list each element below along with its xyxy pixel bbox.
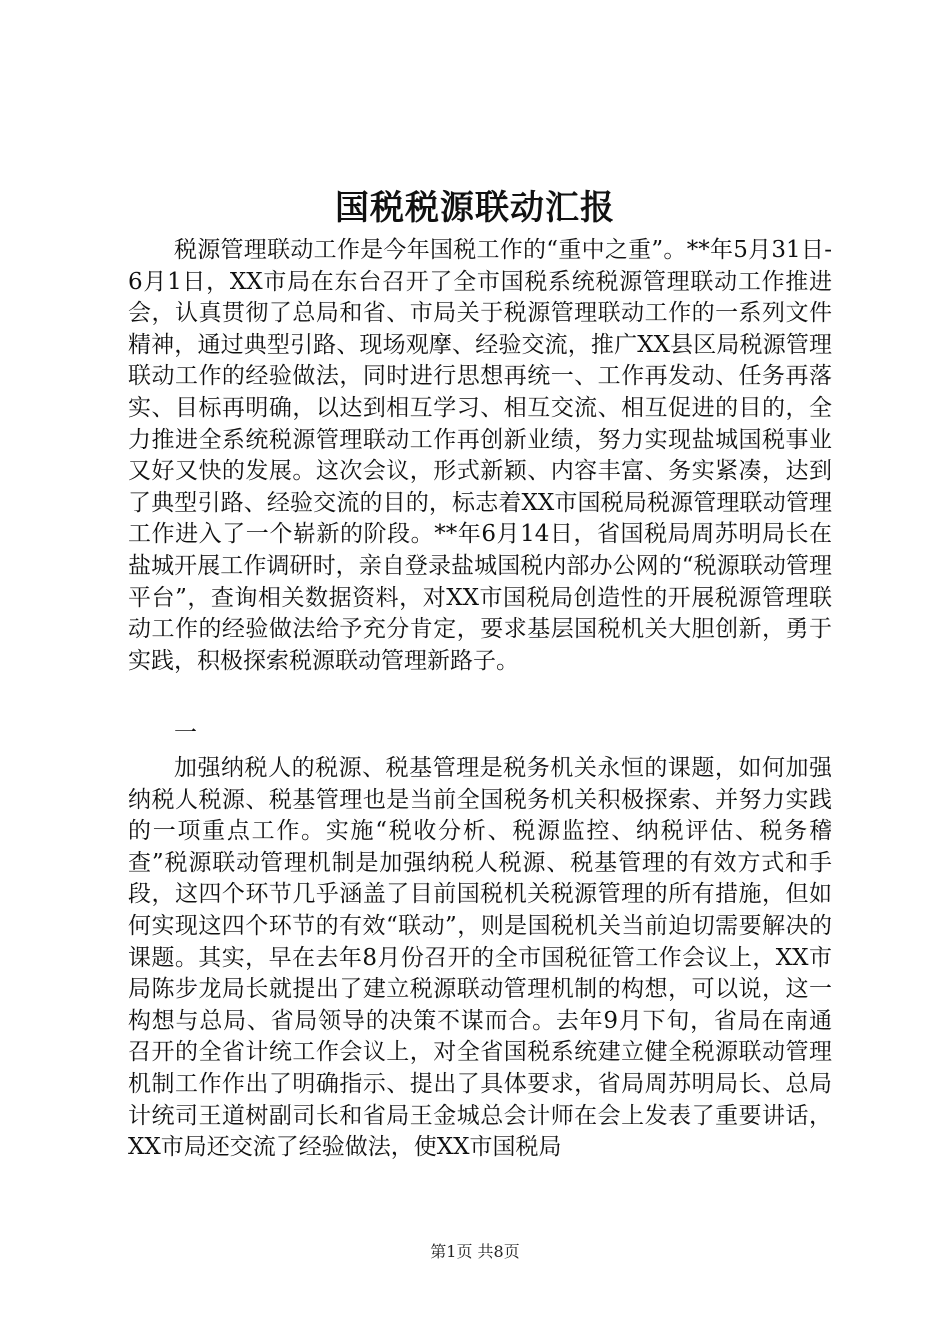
document-title: 国税税源联动汇报 [335,188,615,228]
section-number: 一 [174,720,197,746]
paragraph-section-one: 加强纳税人的税源、税基管理是税务机关永恒的课题，如何加强纳税人税源、税基管理也是当前全国税务机关积极探索、并努力实践的一项重点工作。实施“税收分析、税源监控、纳税评估、税务稽查”税源联动管理机制是加强纳税人税源、税基管理的有效方式和手段，这四个环节几乎涵盖了目前国税机关税源管理的所有措施，但如何实现这四个环节的有效“联动”，则是国税机关当前迫切需要解决的课题。其实，早在去年8月份召开的全市国税征管工作会议上，XX市局陈步龙局长就提出了建立税源联动管理机制的构想，可以说，这一构想与总局、省局领导的决策不谋而合。去年9月下旬，省局在南通召开的全省计统工作会议上，对全省国税系统建立健全税源联动管理机制工作作出了明确指示、提出了具体要求，省局周苏明局长、总局计统司王道树副司长和省局王金城总会计师在会上发表了重要讲话，XX市局还交流了经验做法，使XX市国税局 [128,755,832,1161]
page-number: 第1页 [430,1242,473,1261]
page-total: 共8页 [477,1242,520,1261]
paragraph-intro: 税源管理联动工作是今年国税工作的“重中之重”。**年5月31日-6月1日，XX市局在东台召开了全市国税系统税源管理联动工作推进会，认真贯彻了总局和省、市局关于税源管理联动工作的一系列文件精神，通过典型引路、现场观摩、经验交流，推广XX县区局税源管理联动工作的经验做法，同时进行思想再统一、工作再发动、任务再落实、目标再明确，以达到相互学习、相互交流、相互促进的目的，全力推进全系统税源管理联动工作再创新业绩，努力实现盐城国税事业又好又快的发展。这次会议，形式新颖、内容丰富、务实紧凑，达到了典型引路、经验交流的目的，标志着XX市国税局税源管理联动管理工作进入了一个崭新的阶段。**年6月14日，省国税局周苏明局长在盐城开展工作调研时，亲自登录盐城国税内部办公网的“税源联动管理平台”，查询相关数据资料，对XX市国税局创造性的开展税源管理联动工作的经验做法给予充分肯定，要求基层国税机关大胆创新，勇于实践，积极探索税源联动管理新路子。 [128,237,832,674]
page-footer [0,1240,950,1264]
